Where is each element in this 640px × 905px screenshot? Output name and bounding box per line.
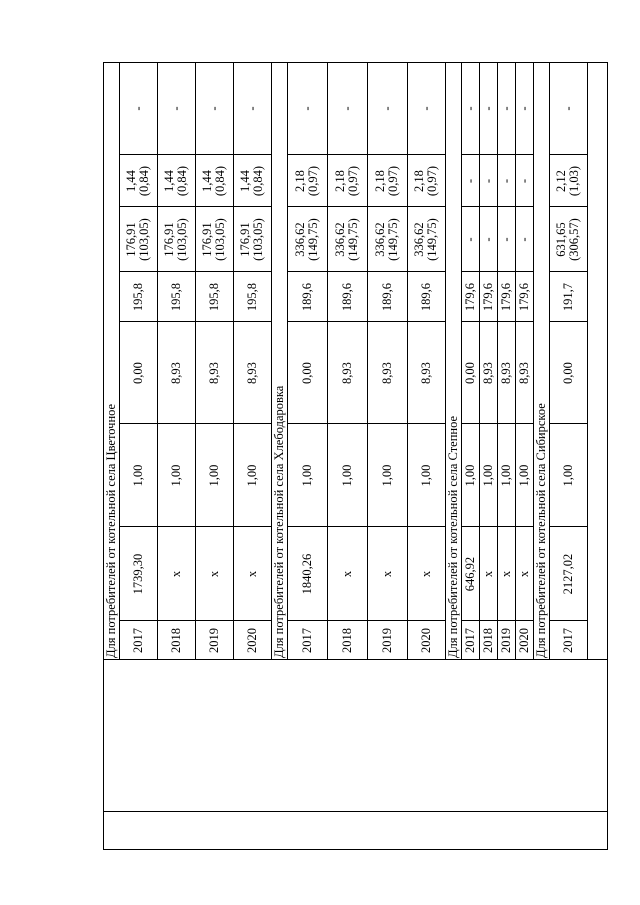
consumption-cell — [287, 207, 327, 272]
rate-cell — [497, 155, 515, 207]
note-cell: - — [418, 106, 433, 111]
value-cell: x — [244, 570, 259, 578]
year-cell: 2020 — [418, 628, 433, 653]
column-rule — [157, 206, 195, 207]
consumption-cell — [549, 207, 587, 272]
index-cell: 1,00 — [418, 464, 433, 487]
note-cell: - — [379, 106, 394, 111]
column-rule — [461, 154, 479, 155]
index-cell: 1,00 — [516, 464, 531, 487]
rate-cell-sub: (0,84) — [213, 165, 227, 197]
column-rule — [549, 620, 587, 621]
column-rule — [497, 206, 515, 207]
index-cell: 1,00 — [560, 464, 575, 487]
consumption-cell-main: 336,62 — [373, 222, 387, 257]
year-cell: 2017 — [299, 628, 314, 653]
column-rule — [157, 526, 195, 527]
column-rule — [515, 271, 533, 272]
value-cell: x — [498, 570, 513, 578]
rate-cell — [515, 155, 533, 207]
year-cell: 2017 — [462, 628, 477, 653]
consumption-cell — [515, 207, 533, 272]
consumption-cell — [497, 207, 515, 272]
value-cell: 2127,02 — [560, 553, 575, 595]
rate-cell-main: 1,44 — [124, 170, 138, 192]
column-rule — [327, 526, 367, 527]
rate-cell — [407, 155, 445, 207]
section-header: Для потребителей от котельной села Сибирское — [534, 403, 548, 658]
percent-cell: 0,00 — [560, 362, 575, 384]
consumption-cell-main: 176,91 — [124, 222, 138, 257]
consumption-cell-sub: (103,05) — [251, 218, 265, 261]
percent-cell: 8,93 — [480, 362, 495, 384]
consumption-cell — [119, 207, 157, 272]
column-rule — [157, 620, 195, 621]
index-cell: 1,00 — [480, 464, 495, 487]
days-cell: 189,6 — [379, 282, 394, 312]
rate-cell — [157, 155, 195, 207]
column-rule — [367, 620, 407, 621]
percent-cell: 0,00 — [299, 362, 314, 384]
column-rule — [367, 206, 407, 207]
consumption-cell-main: 176,91 — [200, 222, 214, 257]
column-rule — [157, 321, 195, 322]
column-rule — [233, 154, 271, 155]
column-rule — [119, 526, 157, 527]
table-row — [515, 62, 533, 850]
rate-cell-main: 2,18 — [333, 170, 347, 192]
column-rule — [287, 423, 327, 424]
column-rule — [479, 526, 497, 527]
column-rule — [479, 154, 497, 155]
column-rule — [549, 526, 587, 527]
days-cell: 179,6 — [516, 282, 531, 312]
year-cell: 2018 — [480, 628, 495, 653]
column-rule — [497, 526, 515, 527]
column-rule — [119, 620, 157, 621]
rate-cell-main: - — [462, 178, 477, 184]
rotated-tariff-table — [103, 62, 608, 850]
note-cell: - — [480, 106, 495, 111]
table-row — [549, 62, 587, 850]
section-header: Для потребителей от котельной села Хлебодаровка — [272, 385, 286, 658]
index-cell: 1,00 — [339, 464, 354, 487]
consumption-cell-sub: (149,75) — [346, 218, 360, 261]
rate-cell — [461, 155, 479, 207]
consumption-cell — [327, 207, 367, 272]
days-cell: 191,7 — [560, 282, 575, 312]
column-rule — [407, 423, 445, 424]
table-row — [479, 62, 497, 850]
column-rule — [515, 620, 533, 621]
column-rule — [515, 423, 533, 424]
note-cell: - — [516, 106, 531, 111]
year-cell: 2020 — [516, 628, 531, 653]
column-rule — [461, 526, 479, 527]
table-row — [119, 62, 157, 850]
column-rule — [287, 526, 327, 527]
consumption-cell-sub: (149,75) — [425, 218, 439, 261]
value-cell: 1840,26 — [299, 553, 314, 595]
column-rule — [327, 321, 367, 322]
value-cell: x — [206, 570, 221, 578]
column-rule — [233, 526, 271, 527]
column-rule — [461, 423, 479, 424]
rate-cell-main: 2,18 — [412, 170, 426, 192]
column-rule — [515, 321, 533, 322]
consumption-cell-main: 176,91 — [238, 222, 252, 257]
column-rule — [367, 321, 407, 322]
rate-cell — [195, 155, 233, 207]
note-cell: - — [299, 106, 314, 111]
consumption-cell — [461, 207, 479, 272]
consumption-cell-sub: (103,05) — [137, 218, 151, 261]
column-rule — [287, 206, 327, 207]
column-rule — [549, 423, 587, 424]
column-rule — [407, 206, 445, 207]
year-cell: 2019 — [498, 628, 513, 653]
days-cell: 179,6 — [462, 282, 477, 312]
column-rule — [327, 206, 367, 207]
days-cell: 189,6 — [339, 282, 354, 312]
column-rule — [119, 271, 157, 272]
percent-cell: 0,00 — [462, 362, 477, 384]
note-cell: - — [339, 106, 354, 111]
column-rule — [287, 154, 327, 155]
rate-cell-main: 2,12 — [554, 170, 568, 192]
consumption-cell-sub: (103,05) — [213, 218, 227, 261]
column-rule — [195, 620, 233, 621]
rate-cell — [287, 155, 327, 207]
column-rule — [515, 206, 533, 207]
value-cell: x — [168, 570, 183, 578]
rate-cell-main: 2,18 — [373, 170, 387, 192]
consumption-cell-main: - — [498, 237, 513, 242]
column-rule — [195, 271, 233, 272]
consumption-cell-main: 336,62 — [293, 222, 307, 257]
consumption-cell — [407, 207, 445, 272]
column-rule — [461, 206, 479, 207]
percent-cell: 0,00 — [130, 362, 145, 384]
year-cell: 2019 — [206, 628, 221, 653]
column-rule — [233, 206, 271, 207]
consumption-cell-main: 336,62 — [333, 222, 347, 257]
column-rule — [195, 423, 233, 424]
rate-cell-sub: (0,97) — [306, 165, 320, 197]
percent-cell: 8,93 — [339, 362, 354, 384]
column-rule — [287, 271, 327, 272]
year-cell: 2018 — [339, 628, 354, 653]
note-cell: - — [206, 106, 221, 111]
table-row — [195, 62, 233, 850]
column-rule — [461, 321, 479, 322]
percent-cell: 8,93 — [168, 362, 183, 384]
rate-cell — [327, 155, 367, 207]
percent-cell: 8,93 — [206, 362, 221, 384]
table-border-bottom — [607, 62, 608, 850]
rate-cell-main: 2,18 — [293, 170, 307, 192]
value-cell: x — [339, 570, 354, 578]
rate-cell-sub: (0,97) — [346, 165, 360, 197]
value-cell: x — [480, 570, 495, 578]
table-row — [157, 62, 195, 850]
rate-cell-sub: (0,84) — [137, 165, 151, 197]
column-rule — [549, 206, 587, 207]
percent-cell: 8,93 — [379, 362, 394, 384]
column-rule — [497, 271, 515, 272]
table-row — [407, 62, 445, 850]
year-cell: 2020 — [244, 628, 259, 653]
column-rule — [479, 206, 497, 207]
note-cell: - — [130, 106, 145, 111]
index-cell: 1,00 — [206, 464, 221, 487]
column-rule — [407, 620, 445, 621]
rate-cell — [233, 155, 271, 207]
column-rule — [233, 321, 271, 322]
table-row — [497, 62, 515, 850]
rate-cell — [119, 155, 157, 207]
consumption-cell-sub: (149,75) — [306, 218, 320, 261]
column-rule — [195, 321, 233, 322]
column-rule — [287, 620, 327, 621]
days-cell: 189,6 — [418, 282, 433, 312]
column-rule — [119, 206, 157, 207]
column-rule — [407, 154, 445, 155]
percent-cell: 8,93 — [244, 362, 259, 384]
column-rule — [327, 423, 367, 424]
table-row — [461, 62, 479, 850]
rate-cell-sub: (1,03) — [567, 165, 581, 197]
value-cell: x — [379, 570, 394, 578]
column-rule — [195, 154, 233, 155]
value-cell: x — [516, 570, 531, 578]
rate-cell-main: 1,44 — [238, 170, 252, 192]
consumption-cell-main: 176,91 — [162, 222, 176, 257]
rate-cell-main: - — [516, 178, 531, 184]
consumption-cell-sub: (103,05) — [175, 218, 189, 261]
value-cell: 1739,30 — [130, 553, 145, 595]
consumption-cell-main: 631,65 — [554, 222, 568, 257]
column-rule — [407, 271, 445, 272]
table-row — [367, 62, 407, 850]
table-row — [327, 62, 367, 850]
column-rule — [157, 423, 195, 424]
consumption-cell-main: 336,62 — [412, 222, 426, 257]
index-cell: 1,00 — [168, 464, 183, 487]
consumption-cell — [195, 207, 233, 272]
value-cell: x — [418, 570, 433, 578]
column-rule — [233, 620, 271, 621]
index-cell: 1,00 — [498, 464, 513, 487]
column-rule — [195, 526, 233, 527]
section-header: Для потребителей от котельной села Степное — [446, 415, 460, 658]
rate-cell — [549, 155, 587, 207]
rate-cell — [479, 155, 497, 207]
column-rule — [497, 154, 515, 155]
column-rule — [479, 620, 497, 621]
rate-cell-main: - — [498, 178, 513, 184]
table-row — [233, 62, 271, 850]
column-rule — [119, 154, 157, 155]
column-rule — [327, 620, 367, 621]
column-rule — [549, 321, 587, 322]
column-rule — [515, 526, 533, 527]
consumption-cell — [367, 207, 407, 272]
index-cell: 1,00 — [244, 464, 259, 487]
column-rule — [515, 154, 533, 155]
column-rule — [407, 526, 445, 527]
days-cell: 179,6 — [480, 282, 495, 312]
days-cell: 195,8 — [130, 282, 145, 312]
year-cell: 2017 — [130, 628, 145, 653]
consumption-cell — [157, 207, 195, 272]
column-rule — [367, 423, 407, 424]
rate-cell-sub: (0,97) — [386, 165, 400, 197]
days-cell: 189,6 — [299, 282, 314, 312]
days-cell: 179,6 — [498, 282, 513, 312]
rate-cell-sub: (0,84) — [175, 165, 189, 197]
rate-cell-main: - — [480, 178, 495, 184]
column-rule — [367, 526, 407, 527]
column-rule — [287, 321, 327, 322]
column-rule — [479, 271, 497, 272]
rate-cell-sub: (0,84) — [251, 165, 265, 197]
column-rule — [461, 620, 479, 621]
column-rule — [119, 321, 157, 322]
note-cell: - — [560, 106, 575, 111]
column-rule — [407, 321, 445, 322]
column-rule — [327, 154, 367, 155]
note-cell: - — [498, 106, 513, 111]
section-header: Для потребителей от котельной села Цветочное — [104, 403, 118, 658]
index-cell: 1,00 — [299, 464, 314, 487]
percent-cell: 8,93 — [516, 362, 531, 384]
column-rule — [233, 271, 271, 272]
column-rule — [157, 154, 195, 155]
column-rule — [367, 271, 407, 272]
consumption-cell-main: - — [516, 237, 531, 242]
row-rule — [587, 62, 588, 660]
column-rule — [497, 423, 515, 424]
days-cell: 195,8 — [168, 282, 183, 312]
index-cell: 1,00 — [130, 464, 145, 487]
note-cell: - — [244, 106, 259, 111]
days-cell: 195,8 — [244, 282, 259, 312]
year-cell: 2017 — [560, 628, 575, 653]
days-cell: 195,8 — [206, 282, 221, 312]
column-rule — [497, 620, 515, 621]
consumption-cell-main: - — [462, 237, 477, 242]
rate-cell-sub: (0,97) — [425, 165, 439, 197]
index-cell: 1,00 — [379, 464, 394, 487]
year-cell: 2019 — [379, 628, 394, 653]
column-rule — [497, 321, 515, 322]
column-rule — [479, 321, 497, 322]
column-rule — [327, 271, 367, 272]
rate-cell-main: 1,44 — [162, 170, 176, 192]
column-rule — [461, 271, 479, 272]
rate-cell-main: 1,44 — [200, 170, 214, 192]
column-rule — [119, 423, 157, 424]
consumption-cell-main: - — [480, 237, 495, 242]
consumption-cell-sub: (149,75) — [386, 218, 400, 261]
index-cell: 1,00 — [462, 464, 477, 487]
percent-cell: 8,93 — [418, 362, 433, 384]
column-rule — [479, 423, 497, 424]
consumption-cell — [233, 207, 271, 272]
column-rule — [195, 206, 233, 207]
year-cell: 2018 — [168, 628, 183, 653]
consumption-cell-sub: (306,57) — [567, 218, 581, 261]
consumption-cell — [479, 207, 497, 272]
table-row — [287, 62, 327, 850]
rate-cell — [367, 155, 407, 207]
column-rule — [157, 271, 195, 272]
column-rule — [233, 423, 271, 424]
column-rule — [549, 271, 587, 272]
column-rule — [549, 154, 587, 155]
column-rule — [367, 154, 407, 155]
note-cell: - — [168, 106, 183, 111]
note-cell: - — [462, 106, 477, 111]
value-cell: 646,92 — [462, 556, 477, 592]
percent-cell: 8,93 — [498, 362, 513, 384]
